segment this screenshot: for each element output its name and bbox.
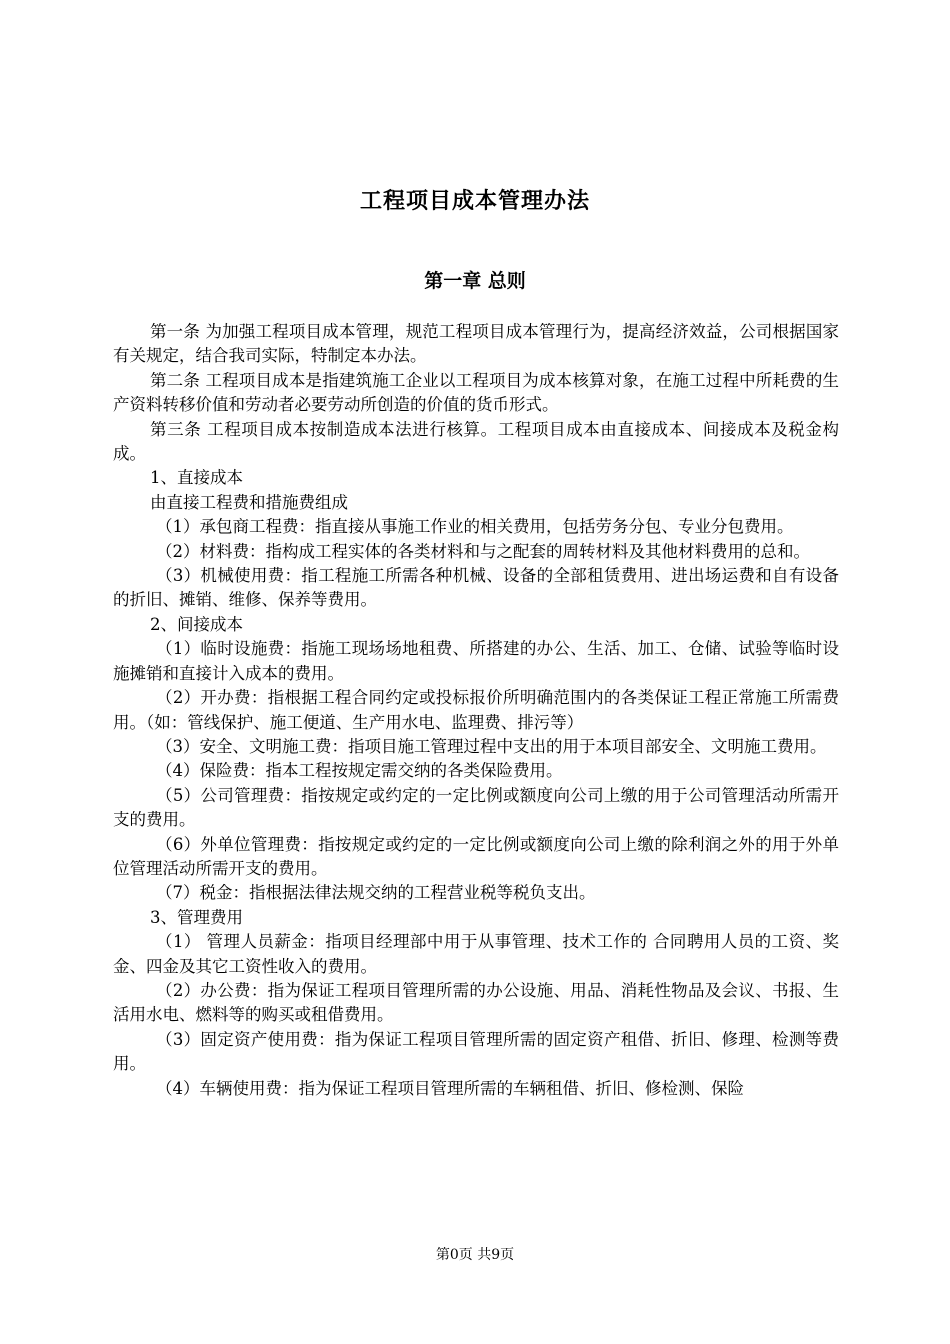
paragraph-article-1: 第一条 为加强工程项目成本管理，规范工程项目成本管理行为，提高经济效益，公司根据国家有关规定，结合我司实际，特制定本办法。 xyxy=(113,322,839,366)
list-item: （2）开办费：指根据工程合同约定或投标报价所明确范围内的各类保证工程正常施工所需费用。（如：管线保护、施工便道、生产用水电、监理费、排污等） xyxy=(113,688,839,732)
list-item: （3）机械使用费：指工程施工所需各种机械、设备的全部租赁费用、进出场运费和自有设备的折旧、摊销、维修、保养等费用。 xyxy=(113,566,839,610)
section-indirect-cost: 2、间接成本 xyxy=(150,614,243,634)
list-item: （4）车辆使用费：指为保证工程项目管理所需的车辆租借、折旧、修检测、保险 xyxy=(156,1078,744,1098)
list-item: （5）公司管理费：指按规定或约定的一定比例或额度向公司上缴的用于公司管理活动所需开支的费用。 xyxy=(113,785,839,830)
section-direct-cost: 1、直接成本 xyxy=(150,468,243,488)
list-item: （2）办公费：指为保证工程项目管理所需的办公设施、用品、消耗性物品及会议、书报、生活用水电、燃料等的购买或租借费用。 xyxy=(113,980,839,1025)
document-body xyxy=(113,320,839,1101)
chapter-heading: 第一章 总则 xyxy=(424,270,526,292)
list-item: （7）税金：指根据法律法规交纳的工程营业税等税负支出。 xyxy=(156,883,596,903)
list-item: （3）安全、文明施工费：指项目施工管理过程中支出的用于本项目部安全、文明施工费用。 xyxy=(156,736,827,756)
list-item: （2）材料费：指构成工程实体的各类材料和与之配套的周转材料及其他材料费用的总和。 xyxy=(156,541,810,561)
list-item: （6）外单位管理费：指按规定或约定的一定比例或额度向公司上缴的除利润之外的用于外单位管理活动所需开支的费用。 xyxy=(113,834,839,878)
list-item: （3）固定资产使用费：指为保证工程项目管理所需的固定资产租借、折旧、修理、检测等费用。 xyxy=(113,1029,839,1074)
page-footer: 第0页 共9页 xyxy=(435,1247,515,1263)
list-item: （1） 管理人员薪金：指项目经理部中用于从事管理、技术工作的 合同聘用人员的工资、奖金、四金及其它工资性收入的费用。 xyxy=(113,932,839,976)
list-item: （1）临时设施费：指施工现场场地租费、所搭建的办公、生活、加工、仓储、试验等临时设施摊销和直接计入成本的费用。 xyxy=(113,639,839,683)
section-management-cost: 3、管理费用 xyxy=(150,907,243,927)
document-title: 工程项目成本管理办法 xyxy=(359,188,590,214)
paragraph-direct-cost-composition: 由直接工程费和措施费组成 xyxy=(150,492,348,512)
list-item: （1）承包商工程费：指直接从事施工作业的相关费用，包括劳务分包、专业分包费用。 xyxy=(156,517,794,537)
paragraph-article-3: 第三条 工程项目成本按制造成本法进行核算。工程项目成本由直接成本、间接成本及税金构成。 xyxy=(113,419,839,464)
list-item: （4）保险费：指本工程按规定需交纳的各类保险费用。 xyxy=(156,761,563,781)
paragraph-article-2: 第二条 工程项目成本是指建筑施工企业以工程项目为成本核算对象，在施工过程中所耗费的生产资料转移价值和劳动者必要劳动所创造的价值的货币形式。 xyxy=(113,370,839,415)
